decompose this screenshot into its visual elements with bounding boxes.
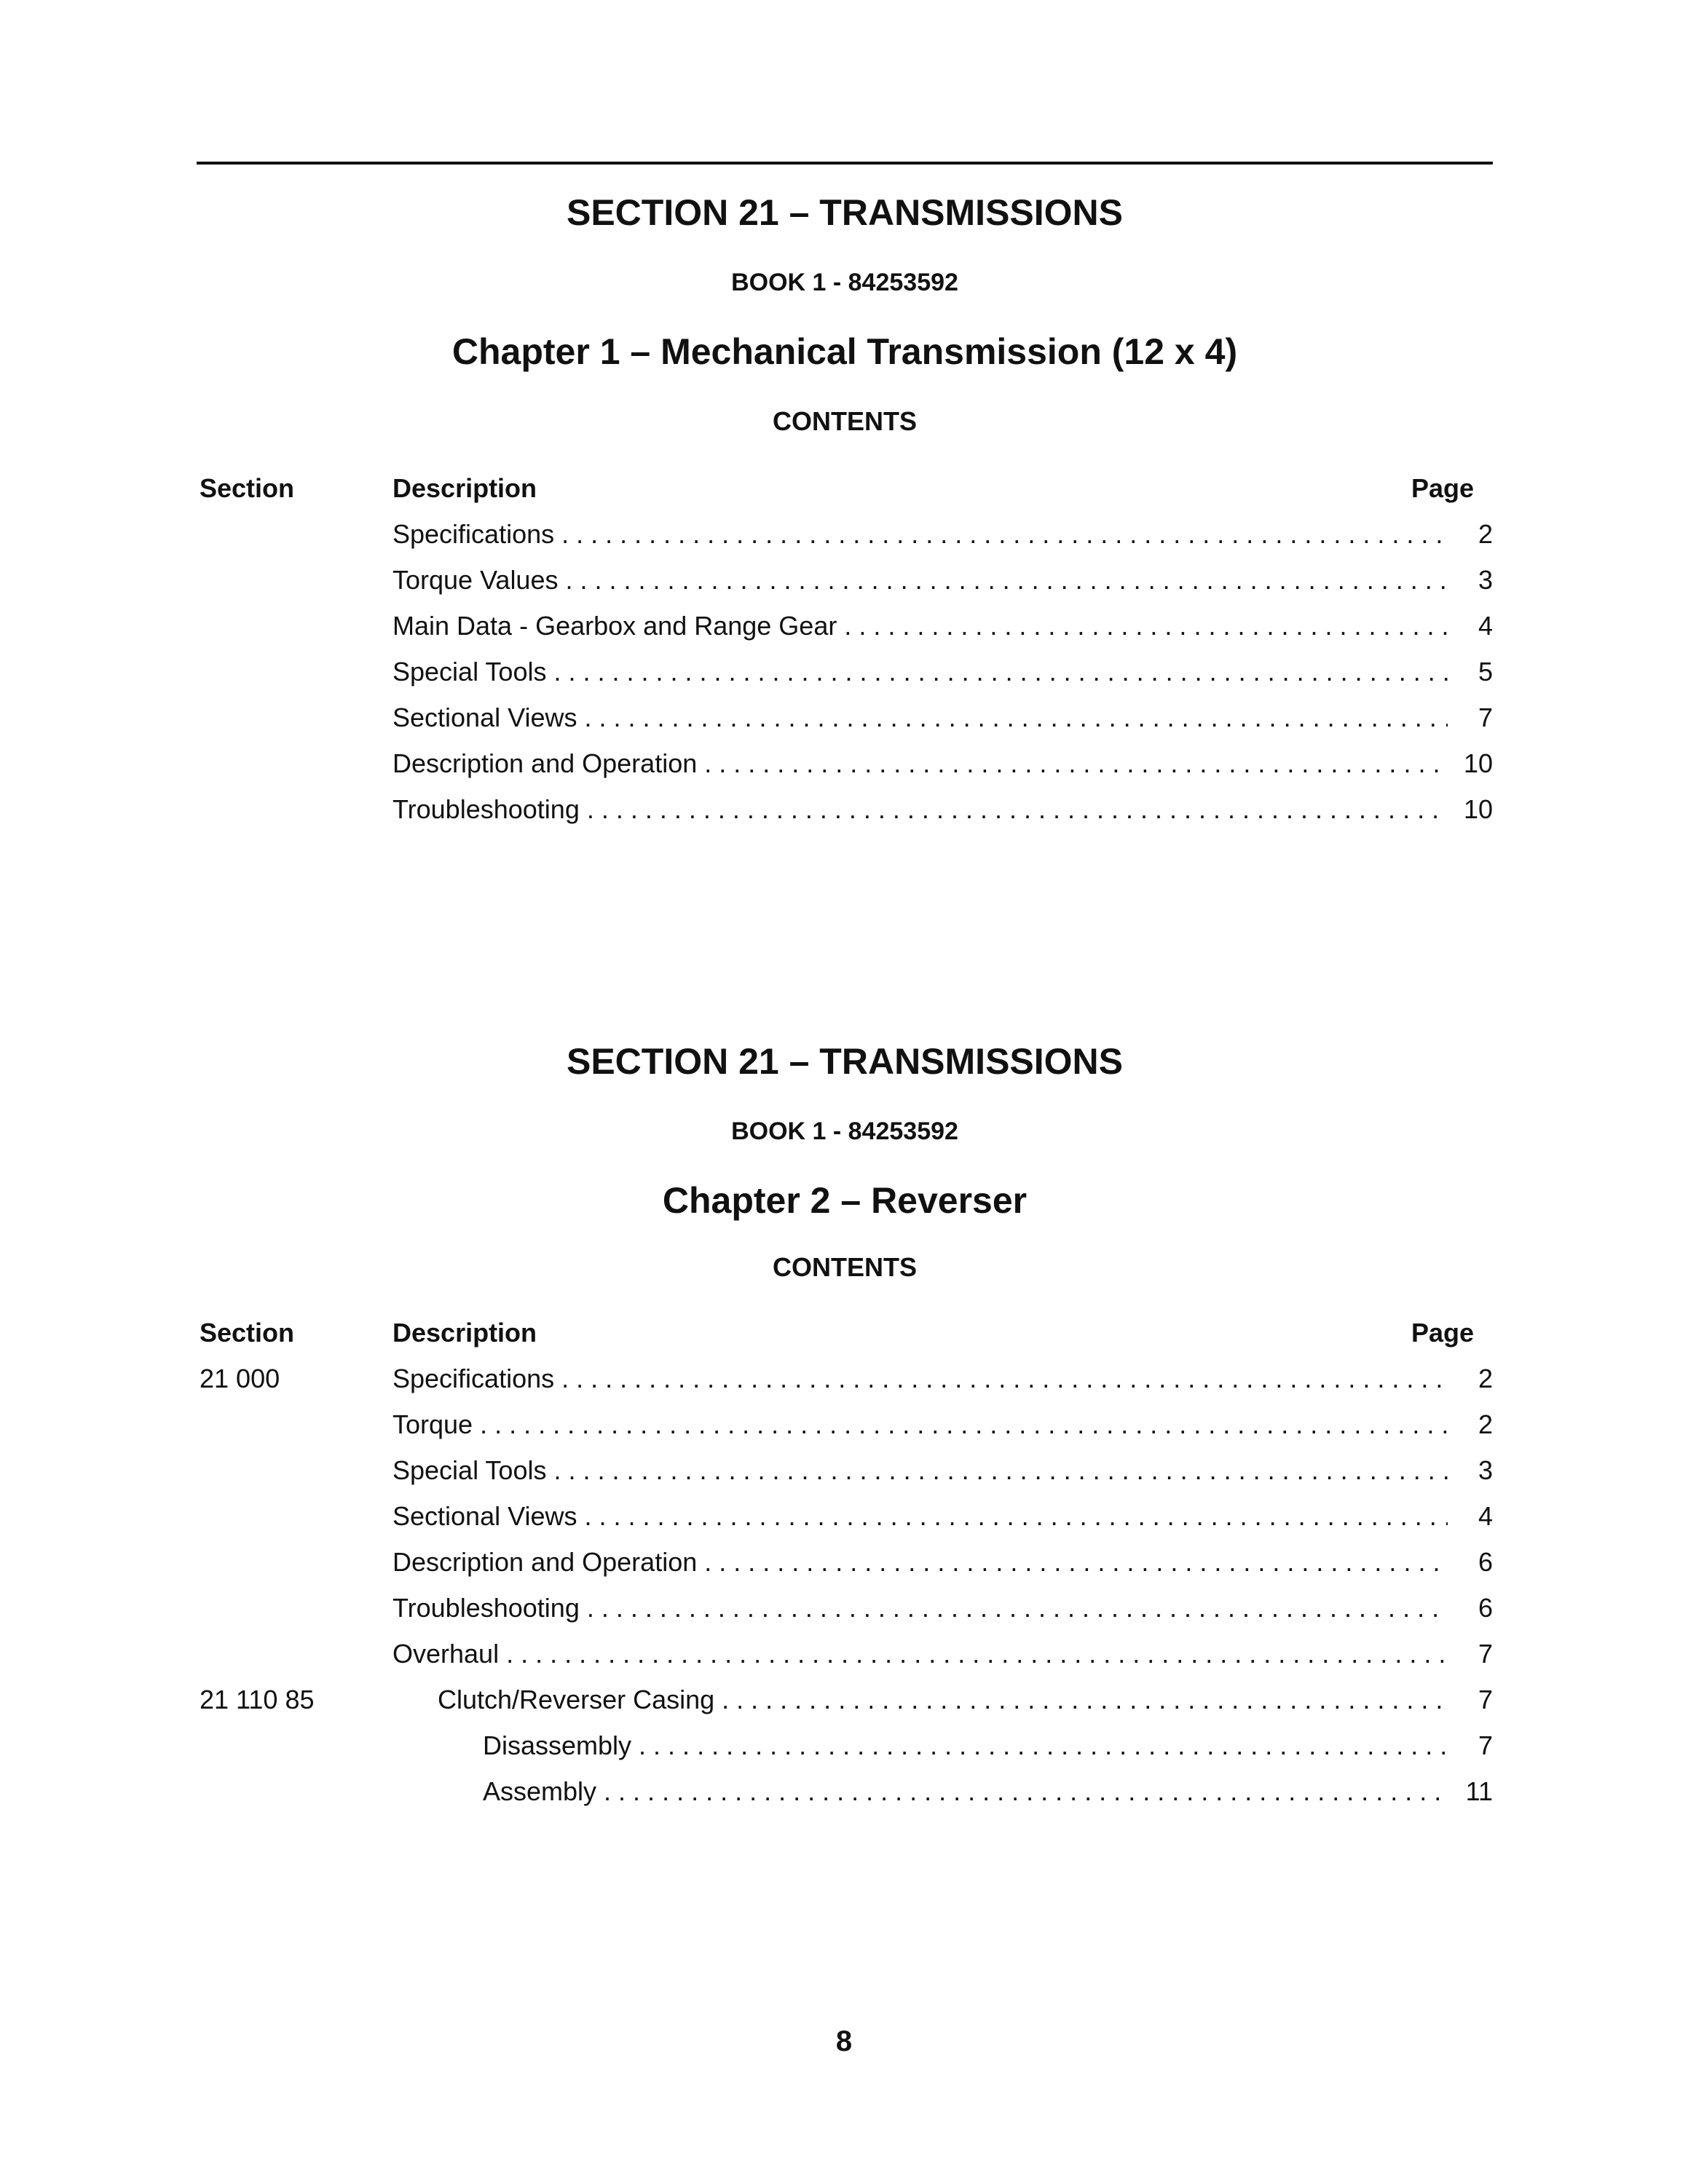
- dot-leader: [480, 1409, 1448, 1440]
- toc-entry-page: 7: [1478, 1638, 1493, 1669]
- toc-entry: [197, 1639, 1493, 1685]
- page-number: 8: [835, 2025, 853, 2057]
- toc-entry: [197, 1501, 1493, 1547]
- toc-entry-page: 7: [1478, 1684, 1493, 1714]
- toc-entry: [197, 1776, 1493, 1822]
- toc-entry-page: 5: [1478, 656, 1493, 687]
- toc-entry-page: 2: [1478, 1363, 1493, 1393]
- dot-leader: [584, 703, 1448, 733]
- toc-entry-line: [393, 565, 1493, 596]
- toc-entry-line: [393, 1364, 1493, 1394]
- section-column-header: Section: [200, 472, 295, 503]
- toc-entry-line: [393, 611, 1493, 641]
- toc-entry-description: Description and Operation: [393, 1546, 698, 1577]
- dot-leader: [844, 611, 1448, 641]
- toc-entry-description: Description and Operation: [393, 748, 698, 778]
- contents-block-chapter-2: [197, 1040, 1493, 1822]
- contents-block-chapter-1: [197, 191, 1493, 840]
- dot-leader: [587, 1593, 1448, 1623]
- toc-entry-line: [393, 1547, 1493, 1578]
- toc-entry-description: Torque Values: [393, 564, 559, 595]
- chapter-title: Chapter 2 – Reverser: [662, 1179, 1028, 1221]
- toc-entry-line: [438, 1685, 1493, 1715]
- dot-leader: [722, 1685, 1448, 1715]
- toc-entry: [197, 657, 1493, 703]
- toc-entry-line: [393, 1501, 1493, 1532]
- toc-entry-description: Special Tools: [393, 1455, 547, 1485]
- chapter-title: Chapter 1 – Mechanical Transmission (12 x 4): [451, 331, 1238, 372]
- toc-entry: [197, 748, 1493, 794]
- book-number: BOOK 1 - 84253592: [731, 269, 958, 296]
- contents-heading: CONTENTS: [773, 405, 917, 436]
- toc-entry: [197, 1409, 1493, 1455]
- toc-entry-page: 3: [1478, 564, 1493, 595]
- toc-entry-section-code: 21 110 85: [200, 1684, 315, 1714]
- toc-table: [197, 1318, 1493, 1822]
- toc-entry-line: [393, 703, 1493, 733]
- toc-entry: [197, 1455, 1493, 1501]
- page-column-header: Page: [1411, 1317, 1474, 1348]
- dot-leader: [704, 748, 1448, 779]
- toc-entry-description: Special Tools: [393, 656, 547, 687]
- toc-header-row: [197, 473, 1493, 519]
- toc-entry-page: 10: [1463, 748, 1493, 778]
- toc-entry-description: Sectional Views: [393, 702, 577, 732]
- dot-leader: [639, 1730, 1448, 1761]
- toc-entry: [197, 611, 1493, 657]
- toc-rows: [197, 519, 1493, 840]
- toc-entry-page: 4: [1478, 610, 1493, 641]
- dot-leader: [553, 1455, 1448, 1486]
- toc-entry-line: [393, 519, 1493, 550]
- toc-rows: [197, 1364, 1493, 1822]
- toc-entry: [197, 1547, 1493, 1593]
- toc-entry-line: [393, 1639, 1493, 1669]
- description-column-header: Description: [393, 472, 537, 503]
- toc-entry: [197, 1593, 1493, 1639]
- toc-entry-section-code: 21 000: [200, 1363, 280, 1393]
- toc-entry-line: [483, 1730, 1493, 1761]
- toc-entry-line: [393, 1409, 1493, 1440]
- dot-leader: [704, 1547, 1448, 1578]
- toc-entry-description: Clutch/Reverser Casing: [438, 1684, 715, 1714]
- toc-entry-description: Torque: [393, 1409, 473, 1439]
- toc-entry-line: [483, 1776, 1493, 1807]
- toc-entry-page: 11: [1465, 1776, 1493, 1806]
- toc-entry-page: 6: [1478, 1592, 1493, 1623]
- toc-entry-page: 3: [1478, 1455, 1493, 1485]
- toc-entry-description: Troubleshooting: [393, 1592, 580, 1623]
- toc-entry: [197, 703, 1493, 748]
- toc-entry-page: 4: [1478, 1500, 1493, 1531]
- toc-entry: [197, 794, 1493, 840]
- description-column-header: Description: [393, 1317, 537, 1348]
- toc-entry: [197, 1730, 1493, 1776]
- dot-leader: [584, 1501, 1448, 1532]
- toc-entry-description: Specifications: [393, 1363, 555, 1393]
- toc-table: [197, 473, 1493, 840]
- toc-entry-page: 7: [1478, 1730, 1493, 1760]
- top-rule: [197, 162, 1493, 165]
- toc-entry-description: Sectional Views: [393, 1500, 577, 1531]
- toc-entry-description: Assembly: [483, 1776, 597, 1806]
- dot-leader: [565, 565, 1448, 596]
- dot-leader: [561, 519, 1448, 550]
- toc-header-row: [197, 1318, 1493, 1364]
- toc-entry: [197, 1685, 1493, 1730]
- toc-entry-line: [393, 1455, 1493, 1486]
- toc-entry: [197, 1364, 1493, 1409]
- section-title: SECTION 21 – TRANSMISSIONS: [566, 1041, 1124, 1082]
- toc-entry-page: 6: [1478, 1546, 1493, 1577]
- toc-entry-page: 7: [1478, 702, 1493, 732]
- toc-entry-page: 10: [1463, 794, 1493, 824]
- toc-entry-line: [393, 748, 1493, 779]
- toc-entry-page: 2: [1478, 518, 1493, 549]
- toc-entry: [197, 565, 1493, 611]
- toc-entry-description: Disassembly: [483, 1730, 632, 1760]
- dot-leader: [506, 1639, 1448, 1669]
- contents-heading: CONTENTS: [773, 1251, 917, 1282]
- dot-leader: [587, 794, 1448, 825]
- toc-entry-description: Overhaul: [393, 1638, 500, 1669]
- toc-entry: [197, 519, 1493, 565]
- toc-entry-description: Troubleshooting: [393, 794, 580, 824]
- dot-leader: [604, 1776, 1448, 1807]
- toc-entry-description: Specifications: [393, 518, 555, 549]
- toc-entry-page: 2: [1478, 1409, 1493, 1439]
- section-column-header: Section: [200, 1317, 295, 1348]
- toc-entry-description: Main Data - Gearbox and Range Gear: [393, 610, 837, 641]
- toc-entry-line: [393, 794, 1493, 825]
- book-number: BOOK 1 - 84253592: [731, 1117, 958, 1145]
- toc-entry-line: [393, 657, 1493, 687]
- toc-entry-line: [393, 1593, 1493, 1623]
- dot-leader: [561, 1364, 1448, 1394]
- section-title: SECTION 21 – TRANSMISSIONS: [566, 192, 1124, 233]
- dot-leader: [553, 657, 1448, 687]
- page-column-header: Page: [1411, 472, 1474, 503]
